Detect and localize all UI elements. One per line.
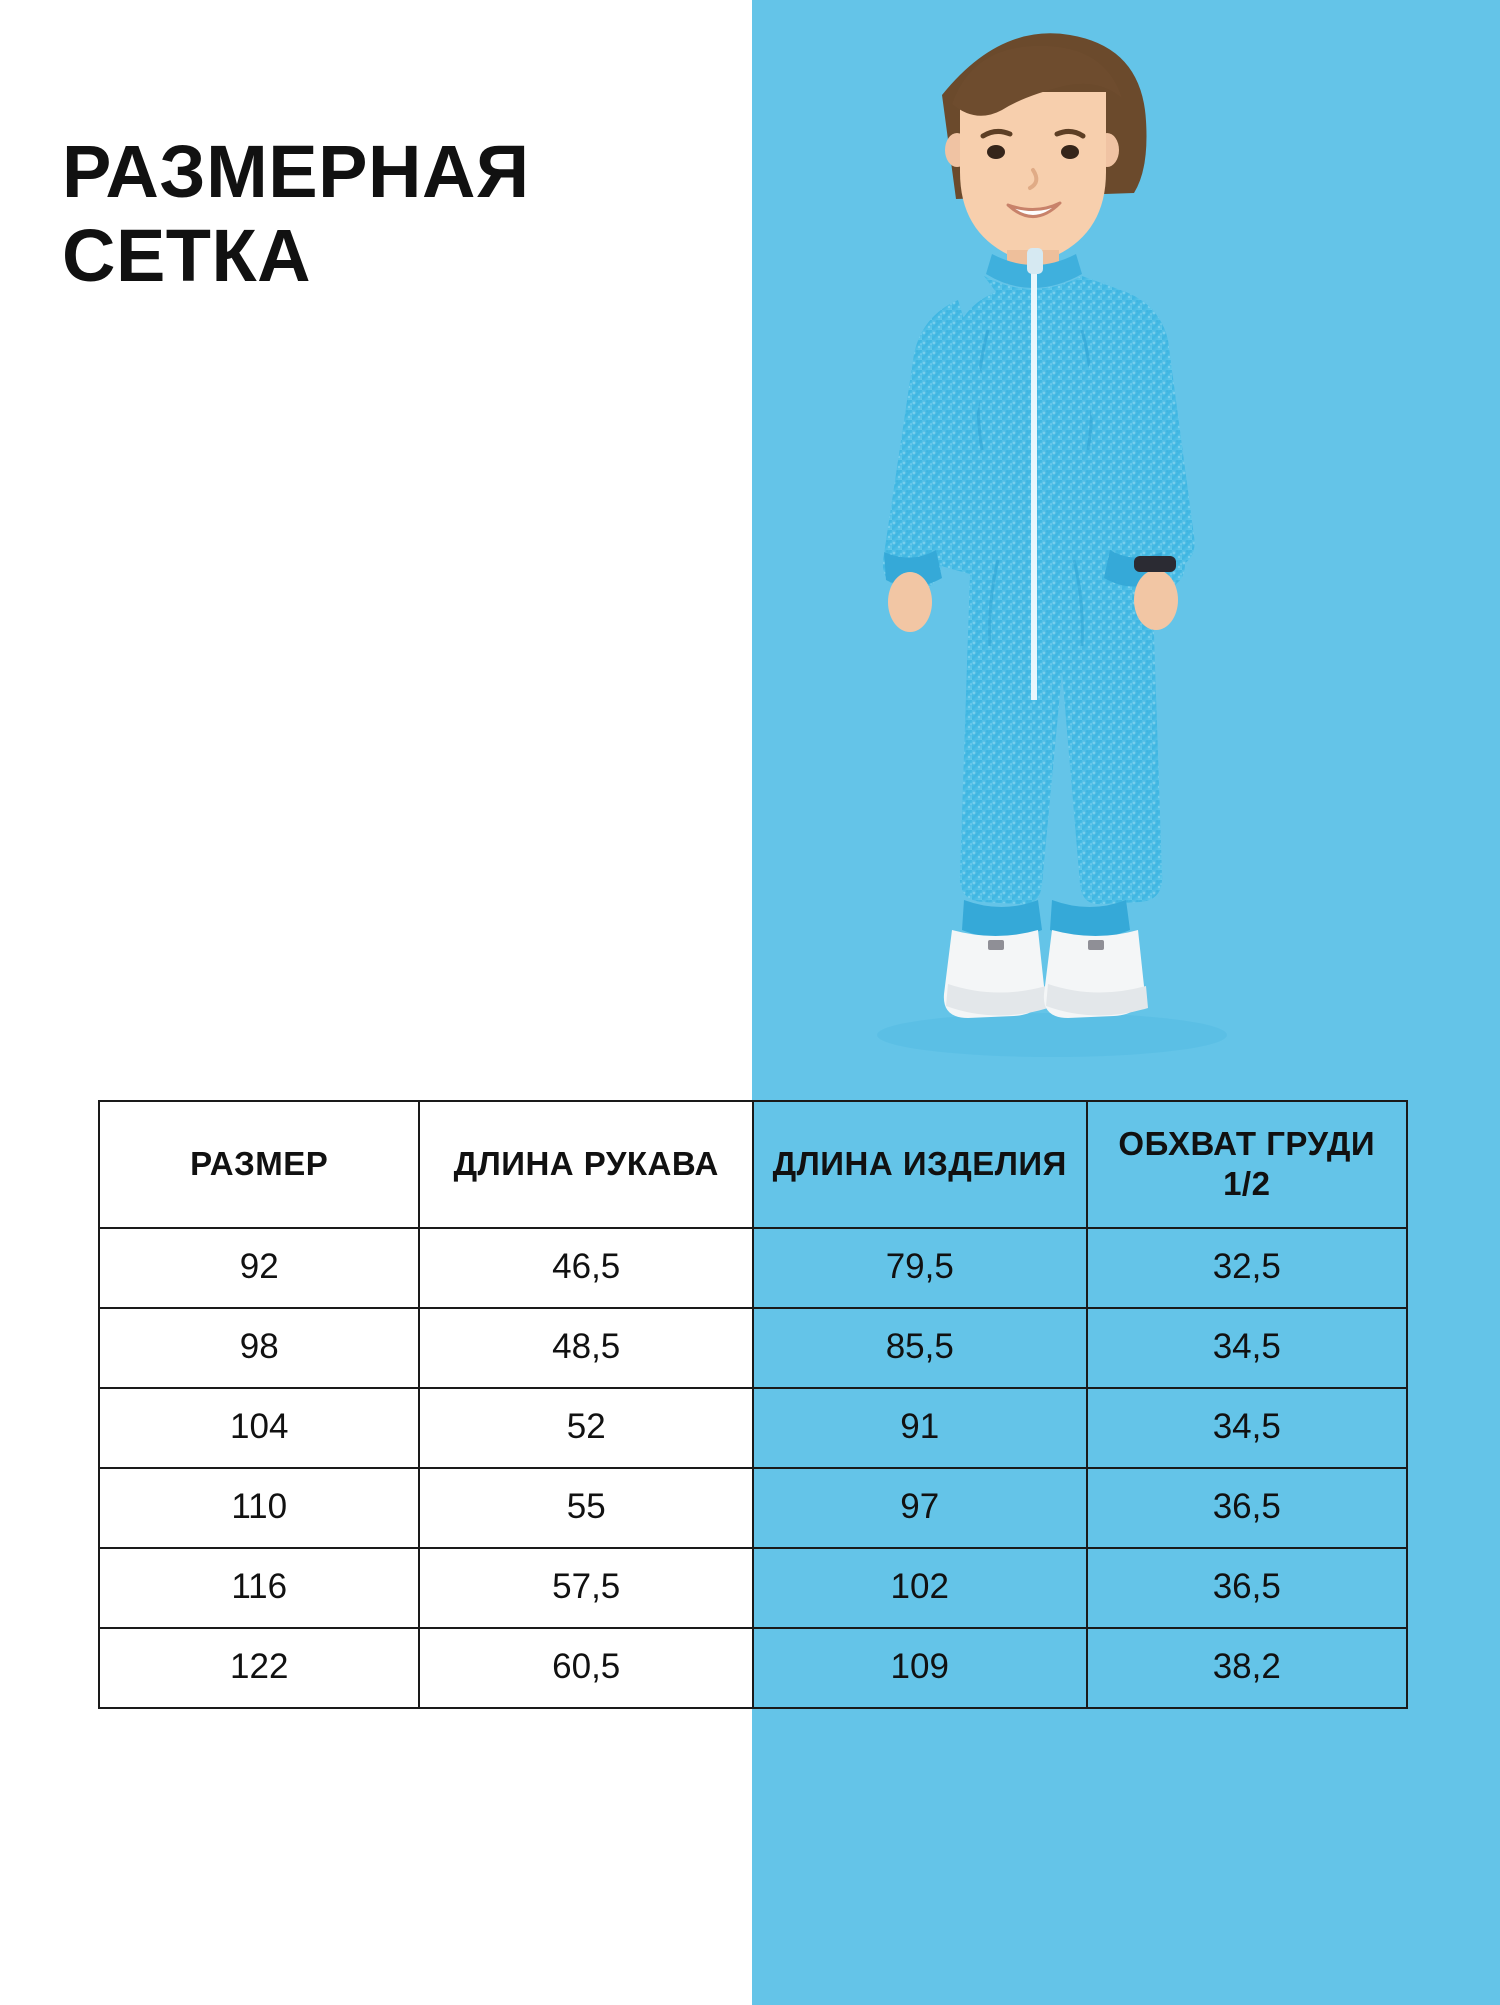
cell-chest: 38,2 — [1087, 1628, 1407, 1708]
table-row — [99, 1308, 1407, 1388]
child-in-jumpsuit-illustration — [752, 0, 1352, 1090]
table-header-row — [99, 1101, 1407, 1228]
cell-size: 92 — [99, 1228, 419, 1308]
cell-sleeve: 48,5 — [419, 1308, 753, 1388]
table-row — [99, 1628, 1407, 1708]
product-photo — [752, 0, 1352, 1090]
table-row — [99, 1468, 1407, 1548]
cell-chest: 36,5 — [1087, 1468, 1407, 1548]
cell-sleeve: 46,5 — [419, 1228, 753, 1308]
table-header-size: РАЗМЕР — [99, 1101, 419, 1228]
cell-chest: 32,5 — [1087, 1228, 1407, 1308]
size-chart — [98, 1100, 1408, 1709]
table-row — [99, 1548, 1407, 1628]
cell-sleeve: 57,5 — [419, 1548, 753, 1628]
cell-sleeve: 60,5 — [419, 1628, 753, 1708]
cell-length: 109 — [753, 1628, 1087, 1708]
cell-length: 102 — [753, 1548, 1087, 1628]
cell-sleeve: 55 — [419, 1468, 753, 1548]
table-header-product-length: ДЛИНА ИЗДЕЛИЯ — [753, 1101, 1087, 1228]
cell-length: 97 — [753, 1468, 1087, 1548]
cell-size: 116 — [99, 1548, 419, 1628]
cell-length: 91 — [753, 1388, 1087, 1468]
page-title-line1: РАЗМЕРНАЯ — [62, 130, 530, 213]
table-row — [99, 1388, 1407, 1468]
table-header-chest-half: ОБХВАТ ГРУДИ 1/2 — [1087, 1101, 1407, 1228]
cell-chest: 36,5 — [1087, 1548, 1407, 1628]
cell-sleeve: 52 — [419, 1388, 753, 1468]
page-title-line2: СЕТКА — [62, 214, 312, 298]
cell-size: 122 — [99, 1628, 419, 1708]
cell-length: 85,5 — [753, 1308, 1087, 1388]
cell-size: 104 — [99, 1388, 419, 1468]
size-table — [98, 1100, 1408, 1709]
cell-length: 79,5 — [753, 1228, 1087, 1308]
cell-size: 98 — [99, 1308, 419, 1388]
page-title — [62, 130, 702, 299]
cell-chest: 34,5 — [1087, 1388, 1407, 1468]
cell-size: 110 — [99, 1468, 419, 1548]
cell-chest: 34,5 — [1087, 1308, 1407, 1388]
table-row — [99, 1228, 1407, 1308]
table-header-sleeve-length: ДЛИНА РУКАВА — [419, 1101, 753, 1228]
